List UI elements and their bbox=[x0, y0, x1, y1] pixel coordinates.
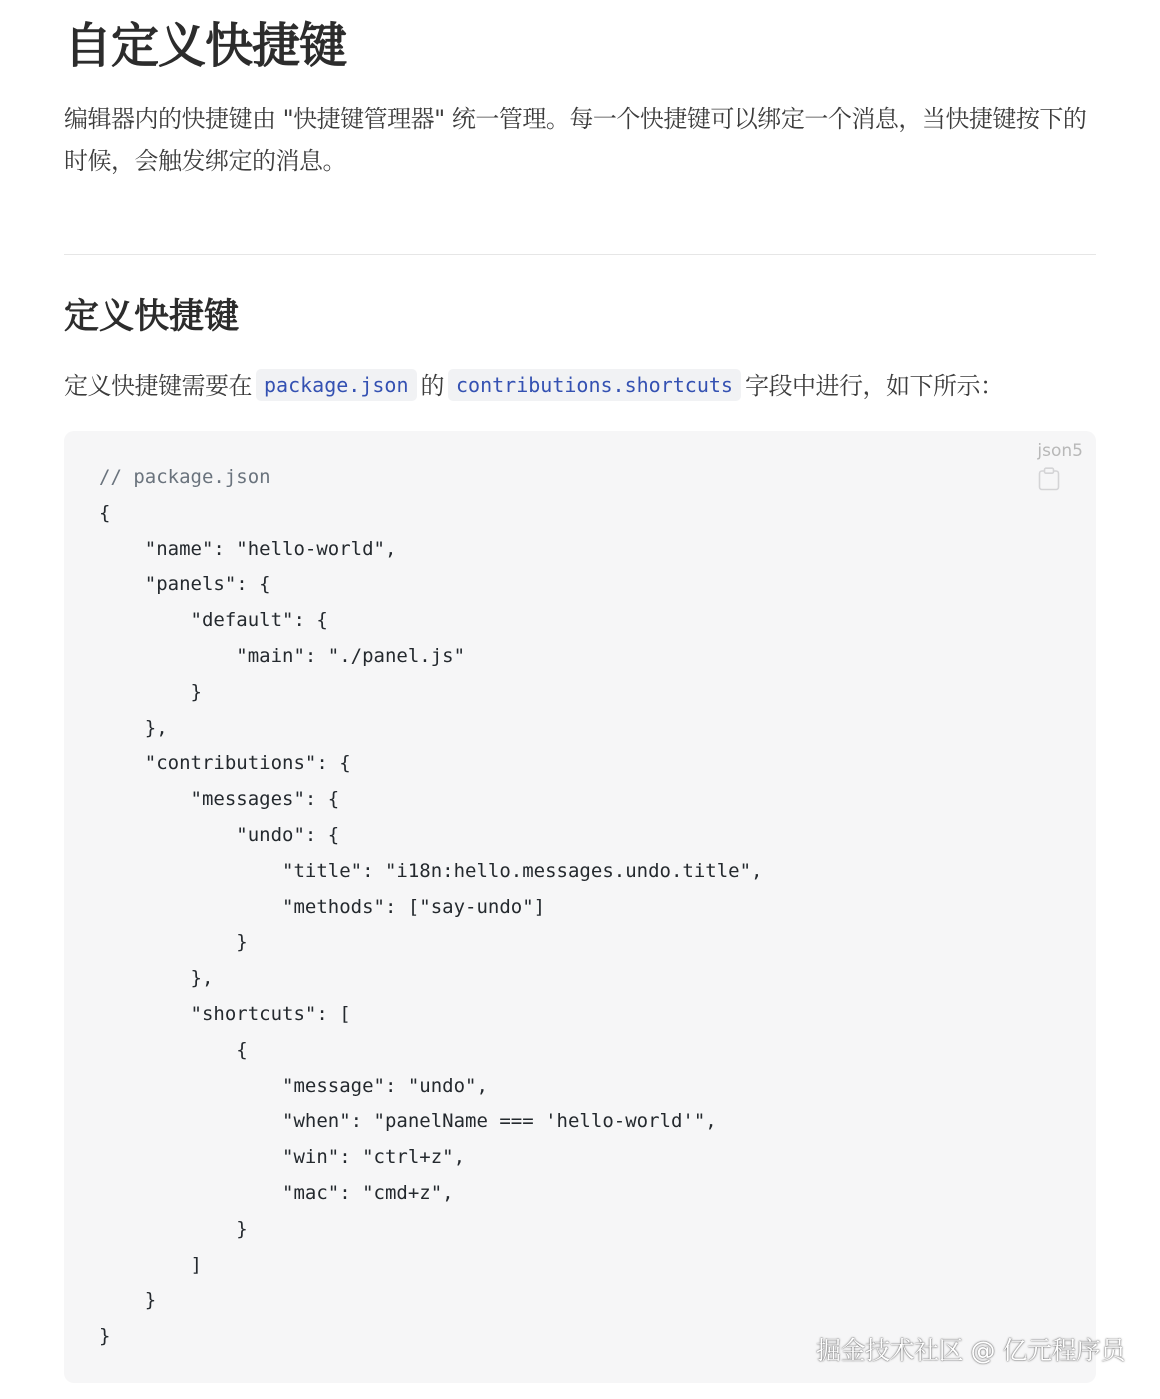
code-line: "title": "i18n:hello.messages.undo.title", bbox=[99, 859, 763, 882]
code-line: "win": "ctrl+z", bbox=[99, 1146, 466, 1169]
code-line: } bbox=[99, 931, 248, 954]
paragraph-text-middle: 的 bbox=[420, 372, 444, 400]
code-line: "message": "undo", bbox=[99, 1074, 488, 1097]
code-line: "contributions": { bbox=[99, 752, 351, 775]
inline-code-package-json: package.json bbox=[256, 369, 417, 401]
code-line: "shortcuts": [ bbox=[99, 1002, 351, 1025]
section-heading: 定义快捷键 bbox=[64, 297, 240, 337]
code-line: "panels": { bbox=[99, 573, 271, 596]
code-line: "undo": { bbox=[99, 823, 340, 846]
code-line: { bbox=[99, 1038, 248, 1061]
code-line: }, bbox=[99, 967, 214, 990]
section-divider bbox=[64, 254, 1096, 255]
watermark: 掘金技术社区 @ 亿元程序员 bbox=[816, 1336, 1125, 1365]
code-line: ] bbox=[99, 1253, 202, 1276]
code-line: "default": { bbox=[99, 609, 328, 632]
section-paragraph bbox=[64, 364, 1003, 408]
code-line: } bbox=[99, 1289, 157, 1312]
code-block bbox=[64, 431, 1096, 1383]
code-language-label: json5 bbox=[1037, 441, 1083, 461]
code-line: "messages": { bbox=[99, 788, 340, 811]
code-line: } bbox=[99, 1325, 111, 1348]
paragraph-text-after: 字段中进行，如下所示： bbox=[744, 372, 1004, 400]
code-line: "methods": ["say-undo"] bbox=[99, 895, 546, 918]
clipboard-icon-svg bbox=[1038, 467, 1060, 491]
code-line: "main": "./panel.js" bbox=[99, 644, 466, 667]
page-title: 自定义快捷键 bbox=[64, 18, 347, 74]
inline-code-contributions-shortcuts: contributions.shortcuts bbox=[448, 369, 741, 401]
code-line: "name": "hello-world", bbox=[99, 537, 397, 560]
code-line: "when": "panelName === 'hello-world'", bbox=[99, 1110, 717, 1133]
intro-paragraph: 编辑器内的快捷键由 "快捷键管理器" 统一管理。每一个快捷键可以绑定一个消息，当快捷键按下的时候，会触发绑定的消息。 bbox=[64, 105, 1087, 175]
code-line: }, bbox=[99, 716, 168, 739]
clipboard-icon[interactable] bbox=[1038, 467, 1060, 491]
code-line: } bbox=[99, 680, 202, 703]
code-line: "mac": "cmd+z", bbox=[99, 1181, 454, 1204]
code-line: { bbox=[99, 501, 111, 524]
code-line: } bbox=[99, 1217, 248, 1240]
paragraph-text-before: 定义快捷键需要在 bbox=[64, 372, 252, 400]
code-line: // package.json bbox=[99, 466, 271, 488]
code-lines bbox=[99, 460, 762, 1355]
